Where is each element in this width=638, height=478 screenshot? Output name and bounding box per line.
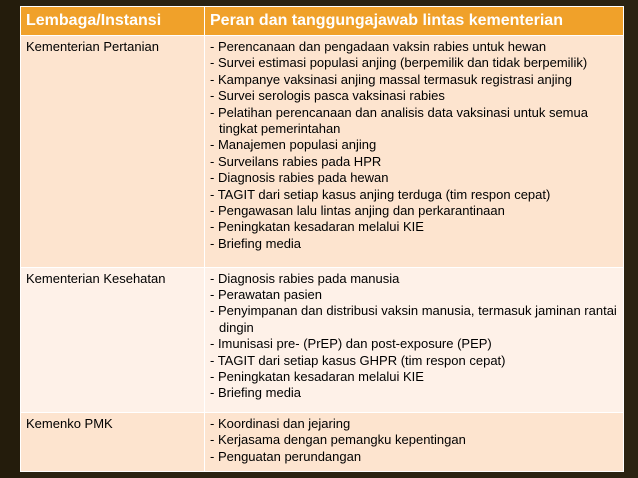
- institution-cell: Kemenko PMK: [21, 412, 205, 471]
- role-item: - Penguatan perundangan: [210, 448, 362, 464]
- role-item: - Kampanye vaksinasi anjing massal termasuk registrasi anjing: [210, 71, 572, 87]
- institution-cell: Kementerian Kesehatan: [21, 267, 205, 412]
- role-list: [210, 271, 618, 402]
- role-item: - Penyimpanan dan distribusi vaksin manusia, termasuk jaminan rantai dingin: [210, 303, 617, 335]
- role-item: - Survei serologis pasca vaksinasi rabies: [210, 88, 445, 104]
- role-item: - Manajemen populasi anjing: [210, 137, 377, 153]
- institution-cell: Kementerian Pertanian: [21, 36, 205, 268]
- role-item: - Perawatan pasien: [210, 286, 323, 302]
- role-list: [210, 416, 618, 465]
- table-header-row: [21, 7, 624, 36]
- role-item: - Survei estimasi populasi anjing (berpemilik dan tidak berpemilik): [210, 55, 588, 71]
- slide-background-edge: [0, 0, 20, 478]
- roles-cell: [205, 412, 624, 471]
- role-item: - Briefing media: [210, 385, 302, 401]
- role-item: - Pelatihan perencanaan dan analisis data vaksinasi untuk semua tingkat pemerintahan: [210, 104, 588, 137]
- role-item: - Pengawasan lalu lintas anjing dan perkarantinaan: [210, 203, 505, 219]
- role-item: - Peningkatan kesadaran melalui KIE: [210, 369, 424, 384]
- role-item: - Imunisasi pre- (PrEP) dan post-exposure (PEP): [210, 336, 492, 352]
- role-item: - Koordinasi dan jejaring: [210, 415, 351, 431]
- role-item: - Diagnosis rabies pada manusia: [210, 270, 400, 286]
- role-item: - Surveilans rabies pada HPR: [210, 153, 382, 169]
- table-row-kemenko-pmk: [21, 412, 624, 471]
- role-item: - Peningkatan kesadaran melalui KIE: [210, 219, 424, 235]
- role-item: - TAGIT dari setiap kasus anjing terduga (tim respon cepat): [210, 186, 551, 202]
- header-institution: Lembaga/Instansi: [21, 7, 205, 36]
- role-item: - Kerjasama dengan pemangku kepentingan: [210, 432, 466, 448]
- table-row-kementan: [21, 36, 624, 268]
- role-item: - Briefing media: [210, 235, 302, 251]
- roles-cell: [205, 267, 624, 412]
- role-item: - Diagnosis rabies pada hewan: [210, 170, 389, 186]
- role-item: - TAGIT dari setiap kasus GHPR (tim respon cepat): [210, 352, 506, 368]
- role-item: - Perencanaan dan pengadaan vaksin rabies untuk hewan: [210, 39, 547, 54]
- header-roles: Peran dan tanggungajawab lintas kementerian: [205, 7, 624, 36]
- role-list: [210, 39, 618, 252]
- responsibility-table: [20, 6, 624, 472]
- roles-cell: [205, 36, 624, 268]
- table-row-kemenkes: [21, 267, 624, 412]
